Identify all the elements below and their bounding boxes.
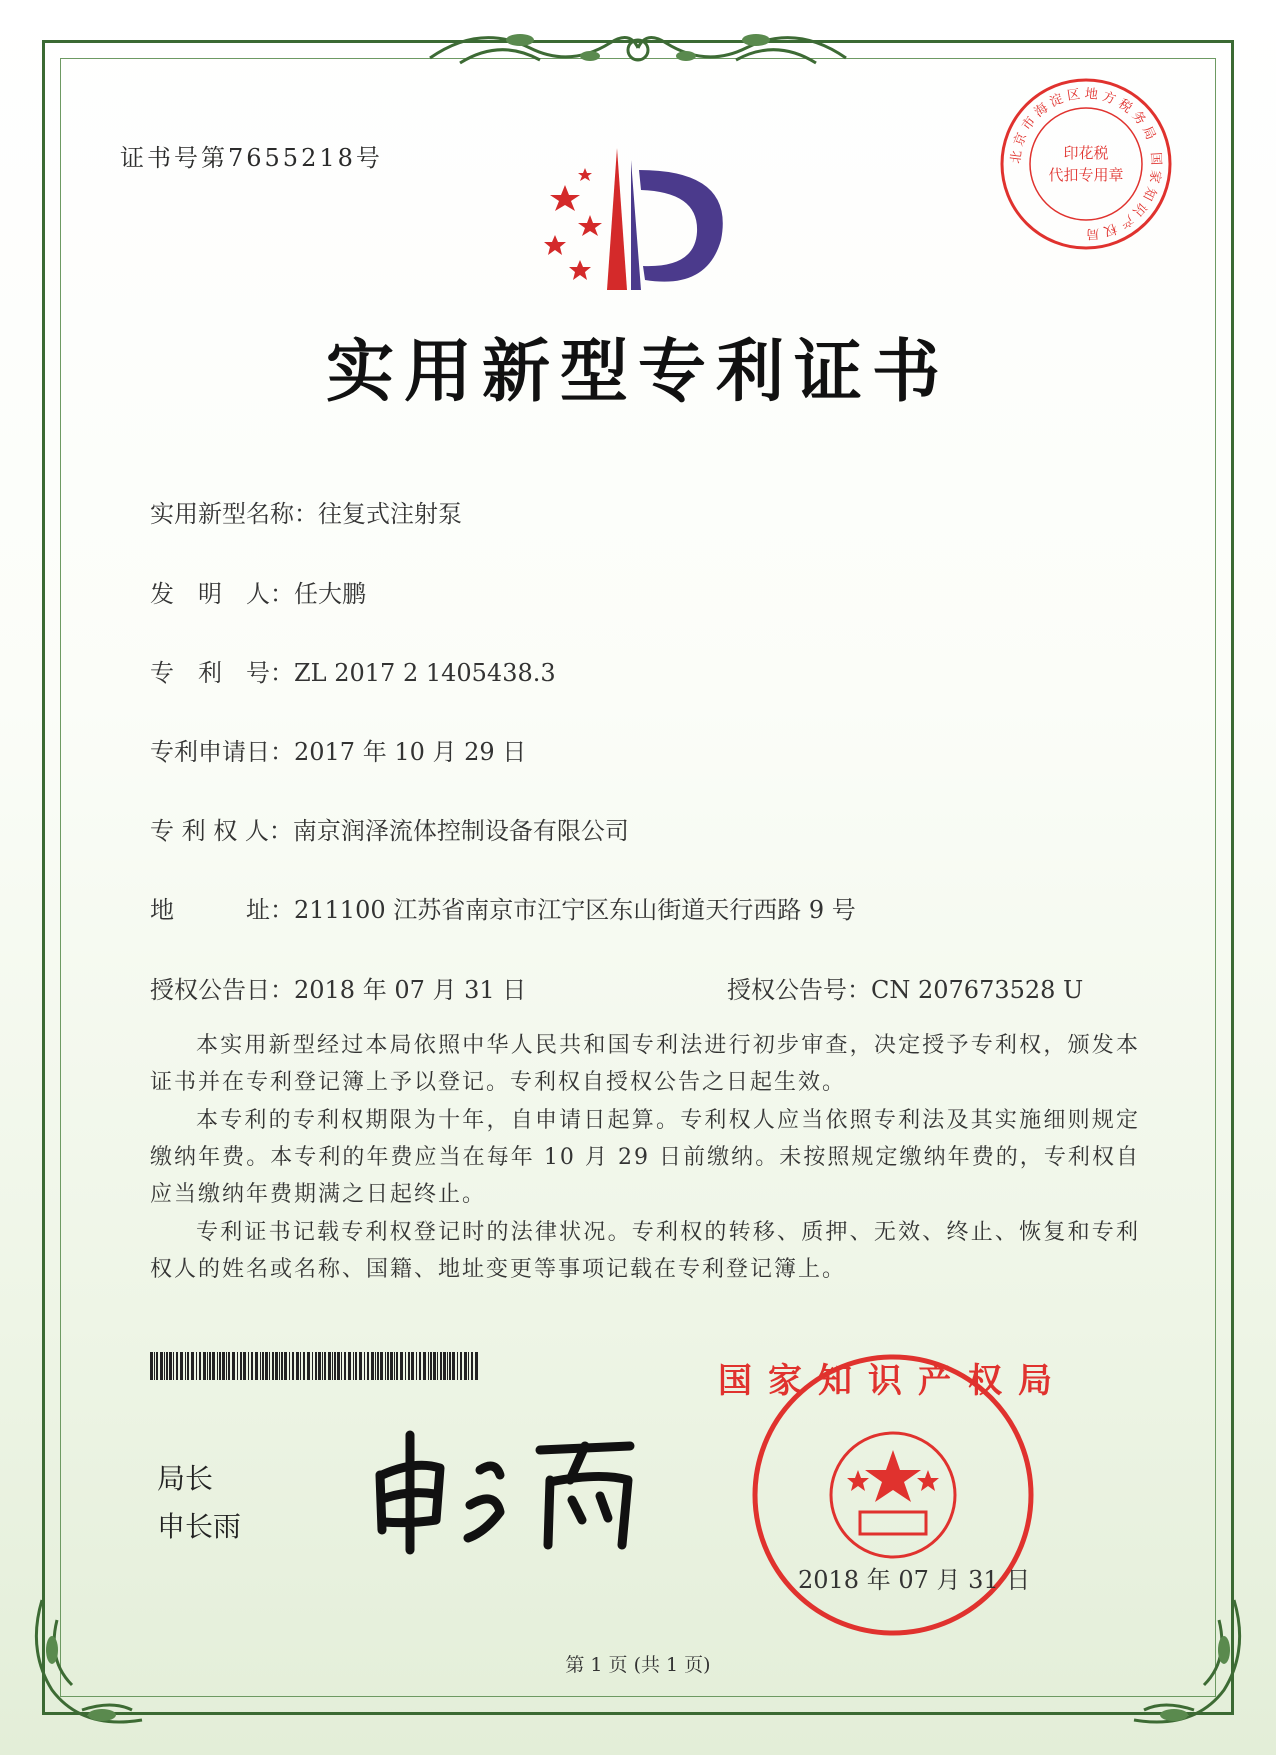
field-value: CN 207673528 U xyxy=(871,976,1084,1004)
barcode-bar xyxy=(367,1352,369,1380)
barcode-bar xyxy=(359,1352,362,1380)
field-value: 211100 江苏省南京市江宁区东山街道天行西路 9 号 xyxy=(294,896,856,924)
field-announcement-number xyxy=(727,970,1083,1005)
barcode-bar xyxy=(332,1352,333,1380)
barcode-bar xyxy=(251,1352,253,1380)
tax-stamp xyxy=(998,76,1174,252)
barcode-bar xyxy=(387,1352,389,1380)
barcode-bar xyxy=(217,1352,218,1380)
barcode-bar xyxy=(324,1352,326,1380)
field-value: ZL 2017 2 1405438.3 xyxy=(294,659,556,687)
director-name: 申长雨 xyxy=(157,1510,242,1543)
barcode-bar xyxy=(385,1352,386,1380)
barcode-bar xyxy=(377,1352,379,1380)
barcode-bar xyxy=(164,1352,165,1380)
field-value: 任大鹏 xyxy=(294,580,366,608)
barcode-bar xyxy=(185,1352,186,1380)
barcode-bar xyxy=(275,1352,278,1380)
barcode-bar xyxy=(232,1352,235,1380)
barcode-bar xyxy=(154,1352,155,1380)
barcode-bar xyxy=(475,1352,478,1380)
barcode-bar xyxy=(303,1352,305,1380)
barcode-bar xyxy=(322,1352,323,1380)
director-signature xyxy=(360,1420,660,1560)
barcode-bar xyxy=(312,1352,313,1380)
barcode-bar xyxy=(341,1352,342,1380)
barcode-bar xyxy=(265,1352,268,1380)
barcode-bar xyxy=(269,1352,270,1380)
field-value: 往复式注射泵 xyxy=(318,500,462,528)
barcode-bar xyxy=(150,1352,153,1380)
field-grant-date xyxy=(150,970,526,1005)
barcode-bar xyxy=(334,1352,336,1380)
barcode-bar xyxy=(191,1352,194,1380)
barcode-bar xyxy=(281,1352,283,1380)
barcode-bar xyxy=(400,1352,403,1380)
barcode-bar xyxy=(380,1352,383,1380)
barcode-bar xyxy=(437,1352,438,1380)
seal-text: 国家知识产权局 xyxy=(718,1361,1068,1401)
barcode-bar xyxy=(160,1352,163,1380)
paragraph-1: 本实用新型经过本局依照中华人民共和国专利法进行初步审查，决定授予专利权，颁发本证书并在专利登记簿上予以登记。专利权自授权公告之日起生效。 xyxy=(150,1033,1140,1095)
barcode-bar xyxy=(262,1352,264,1380)
barcode-bar xyxy=(199,1352,201,1380)
barcode-bar xyxy=(284,1352,287,1380)
barcode-bar xyxy=(237,1352,238,1380)
barcode-bar xyxy=(196,1352,197,1380)
barcode-bar xyxy=(443,1352,446,1380)
field-label: 授权公告号： xyxy=(727,976,871,1004)
official-seal xyxy=(718,1350,1068,1640)
seal-date: 2018 年 07 月 31 日 xyxy=(798,1566,1031,1594)
certificate-number: 证书号第7655218号 xyxy=(120,144,383,172)
field-value: 2018 年 07 月 31 日 xyxy=(294,976,527,1004)
barcode-bar xyxy=(307,1352,310,1380)
field-label: 专 利 号： xyxy=(150,659,294,687)
field-label: 发 明 人： xyxy=(150,580,294,608)
barcode-bar xyxy=(315,1352,317,1380)
barcode-bar xyxy=(428,1352,429,1380)
barcode-bar xyxy=(318,1352,321,1380)
field-patent-number xyxy=(150,653,556,688)
barcode-bar xyxy=(460,1352,462,1380)
barcode-bar xyxy=(375,1352,376,1380)
barcode-bar xyxy=(355,1352,357,1380)
barcode-bar xyxy=(209,1352,211,1380)
field-address xyxy=(150,890,856,925)
barcode-bar xyxy=(364,1352,365,1380)
field-value: 南京润泽流体控制设备有限公司 xyxy=(292,817,629,845)
barcode-bar xyxy=(296,1352,299,1380)
barcode-bar xyxy=(203,1352,206,1380)
barcode-bar xyxy=(457,1352,458,1380)
barcode-bar xyxy=(187,1352,189,1380)
field-patentee xyxy=(150,811,629,846)
field-label: 地 址： xyxy=(150,896,294,924)
barcode-bar xyxy=(419,1352,421,1380)
barcode-bar xyxy=(289,1352,290,1380)
director-title: 局长 xyxy=(157,1462,214,1495)
tax-stamp-line1: 印花税 xyxy=(1063,144,1109,162)
barcode-bar xyxy=(248,1352,249,1380)
barcode-bar xyxy=(222,1352,225,1380)
barcode-bar xyxy=(260,1352,261,1380)
barcode-bar xyxy=(180,1352,183,1380)
barcode-bar xyxy=(464,1352,467,1380)
barcode-bar xyxy=(292,1352,294,1380)
page-number: 第 1 页 (共 1 页) xyxy=(565,1654,711,1676)
barcode-bar xyxy=(272,1352,274,1380)
barcode-bar xyxy=(337,1352,340,1380)
paragraph-3: 专利证书记载专利权登记时的法律状况。专利权的转移、质押、无效、终止、恢复和专利权人的姓名或名称、国籍、地址变更等事项记载在专利登记簿上。 xyxy=(150,1220,1140,1282)
barcode-bar xyxy=(228,1352,230,1380)
barcode-bar xyxy=(348,1352,351,1380)
barcode-bar xyxy=(173,1352,174,1380)
barcode-bar xyxy=(169,1352,172,1380)
barcode-bar xyxy=(166,1352,168,1380)
barcode-bar xyxy=(408,1352,410,1380)
tax-stamp-ring-text: 北京市海淀区地方税务局 国家知识产权局 xyxy=(1008,86,1164,242)
barcode-bar xyxy=(240,1352,242,1380)
barcode-bar xyxy=(328,1352,331,1380)
barcode-bar xyxy=(433,1352,436,1380)
barcode-bar xyxy=(176,1352,178,1380)
barcode-bar xyxy=(471,1352,473,1380)
barcode-bar xyxy=(243,1352,246,1380)
barcode-bar xyxy=(212,1352,215,1380)
barcode-bar xyxy=(226,1352,227,1380)
field-utility-model-name xyxy=(150,494,462,529)
field-label: 专利申请日： xyxy=(150,738,294,766)
barcode-bar xyxy=(411,1352,414,1380)
field-inventor xyxy=(150,574,366,609)
page-title: 实用新型专利证书 xyxy=(325,333,950,412)
tax-stamp-line2: 代扣专用章 xyxy=(1048,166,1124,184)
barcode-bar xyxy=(430,1352,432,1380)
barcode-bar xyxy=(396,1352,398,1380)
barcode-bar xyxy=(207,1352,208,1380)
barcode xyxy=(150,1352,482,1380)
patent-office-logo xyxy=(535,140,735,300)
barcode-bar xyxy=(344,1352,346,1380)
barcode-bar xyxy=(394,1352,395,1380)
paragraph-2: 本专利的专利权期限为十年，自申请日起算。专利权人应当依照专利法及其实施细则规定缴纳年费。本专利的年费应当在每年 10 月 29 日前缴纳。未按照规定缴纳年费的，专利权自应当缴纳年费期满之日起终止。 xyxy=(150,1108,1140,1207)
field-label: 授权公告日： xyxy=(150,976,294,1004)
barcode-bar xyxy=(255,1352,258,1380)
barcode-bar xyxy=(353,1352,354,1380)
field-label: 实用新型名称： xyxy=(150,500,318,528)
barcode-bar xyxy=(405,1352,406,1380)
barcode-bar xyxy=(416,1352,417,1380)
field-value: 2017 年 10 月 29 日 xyxy=(294,738,527,766)
svg-text:北京市海淀区地方税务局 国家知识产权局 xyxy=(1009,86,1164,242)
field-label: 专 利 权 人： xyxy=(150,817,293,845)
barcode-bar xyxy=(371,1352,374,1380)
barcode-bar xyxy=(279,1352,280,1380)
barcode-bar xyxy=(423,1352,426,1380)
barcode-bar xyxy=(440,1352,442,1380)
top-ornament xyxy=(420,18,856,78)
barcode-bar xyxy=(468,1352,469,1380)
field-application-date xyxy=(150,732,526,767)
barcode-bar xyxy=(449,1352,451,1380)
barcode-bar xyxy=(300,1352,301,1380)
barcode-bar xyxy=(219,1352,221,1380)
barcode-bar xyxy=(452,1352,455,1380)
barcode-bar xyxy=(390,1352,393,1380)
barcode-bar xyxy=(156,1352,158,1380)
barcode-bar xyxy=(447,1352,448,1380)
